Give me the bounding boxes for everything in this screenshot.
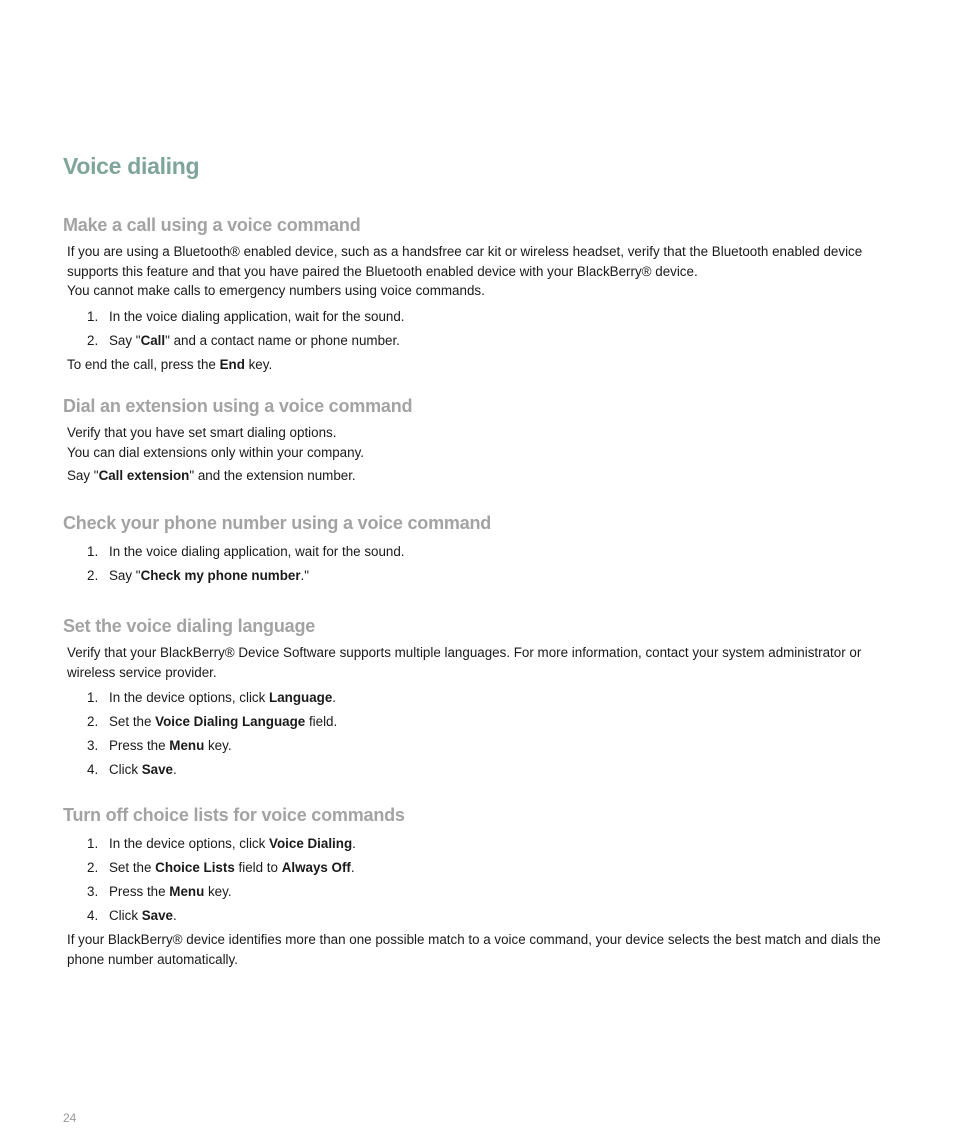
section-heading: Check your phone number using a voice command: [63, 513, 492, 533]
step-text: In the device options, click: [109, 690, 270, 705]
step-text: Say ": [109, 568, 141, 583]
list-item: [63, 904, 903, 928]
list-item: [63, 710, 903, 734]
step-bold-text: Save: [141, 762, 174, 777]
step-bold-text: Menu: [169, 884, 205, 899]
section-dial-extension: [63, 395, 903, 486]
step-text: .: [352, 836, 356, 851]
step-text: .: [173, 908, 177, 923]
step-number: 3.: [87, 738, 99, 753]
para-bold-text: Call extension: [98, 468, 190, 483]
step-bold-text: Call: [140, 332, 166, 348]
step-text: Set the: [109, 860, 156, 875]
step-number: 2.: [87, 332, 99, 348]
step-number: 2.: [87, 568, 99, 583]
para-text: key.: [244, 356, 273, 372]
section-make-call: [63, 214, 903, 374]
paragraph: You can dial extensions only within your company.: [67, 444, 364, 460]
list-item: [63, 540, 903, 564]
step-text: In the device options, click: [109, 836, 270, 851]
step-text: field to: [234, 860, 282, 875]
step-text: Set the: [109, 714, 156, 729]
step-number: 2.: [87, 714, 99, 729]
step-bold-text: Voice Dialing: [269, 836, 353, 851]
step-text: Click: [109, 762, 142, 777]
section-heading: Turn off choice lists for voice commands: [63, 805, 405, 825]
step-text: key.: [204, 884, 232, 899]
step-text: .: [350, 860, 355, 875]
step-bold-text: Language: [269, 690, 333, 705]
step-text: In the voice dialing application, wait for the sound.: [109, 308, 405, 324]
section-heading: Set the voice dialing language: [63, 616, 316, 636]
list-item: [63, 686, 903, 710]
paragraph: If your BlackBerry® device identifies more than one possible match to a voice command, your device selects the best match and dials the phone number automatically.: [67, 932, 881, 967]
para-text: To end the call, press the: [67, 356, 220, 372]
page-number: 24: [63, 1111, 77, 1125]
step-list: [63, 832, 903, 928]
step-text: Press the: [109, 884, 170, 899]
step-text: key.: [204, 738, 232, 753]
step-list: [63, 305, 903, 353]
step-text: .: [173, 762, 177, 777]
paragraph: If you are using a Bluetooth® enabled device, such as a handsfree car kit or wireless headset, verify that the Bluetooth enabled device supports this feature and that you have paired the Bluetooth enabled device with your BlackBerry® device.: [67, 244, 863, 279]
section-set-language: [63, 615, 903, 782]
section-heading: Make a call using a voice command: [63, 215, 361, 235]
step-text: Press the: [109, 738, 170, 753]
step-number: 4.: [87, 762, 99, 777]
step-text: field.: [305, 714, 338, 729]
step-bold-text: Check my phone number: [140, 568, 301, 583]
step-number: 1.: [87, 690, 99, 705]
step-text: .": [300, 568, 310, 583]
list-item: [63, 832, 903, 856]
step-number: 1.: [87, 308, 99, 324]
list-item: [63, 758, 903, 782]
section-check-number: [63, 512, 903, 588]
step-bold-text: Menu: [169, 738, 205, 753]
step-number: 4.: [87, 908, 99, 923]
section-choice-lists: [63, 804, 903, 969]
step-bold-text: Always Off: [281, 860, 351, 875]
step-bold-text: Choice Lists: [155, 860, 235, 875]
paragraph: Verify that your BlackBerry® Device Software supports multiple languages. For more information, contact your system administrator or wireless service provider.: [67, 645, 862, 680]
list-item: [63, 734, 903, 758]
para-bold-text: End: [219, 356, 245, 372]
list-item: [63, 856, 903, 880]
page-title: Voice dialing: [63, 153, 200, 179]
step-list: [63, 686, 903, 782]
step-text: Say ": [109, 332, 141, 348]
step-text: Click: [109, 908, 142, 923]
paragraph: [67, 466, 903, 486]
step-number: 1.: [87, 836, 99, 851]
para-text: " and the extension number.: [189, 468, 356, 483]
paragraph: You cannot make calls to emergency numbers using voice commands.: [67, 283, 485, 298]
step-number: 2.: [87, 860, 99, 875]
list-item: [63, 329, 903, 353]
para-text: Say ": [67, 468, 99, 483]
paragraph: [67, 355, 903, 375]
step-number: 1.: [87, 544, 99, 559]
list-item: [63, 880, 903, 904]
step-bold-text: Voice Dialing Language: [155, 714, 306, 729]
list-item: [63, 564, 903, 588]
step-text: In the voice dialing application, wait for the sound.: [109, 544, 405, 559]
step-text: .: [332, 690, 337, 705]
paragraph: Verify that you have set smart dialing options.: [67, 425, 337, 440]
step-number: 3.: [87, 884, 99, 899]
step-bold-text: Save: [141, 908, 174, 923]
step-text: " and a contact name or phone number.: [165, 332, 400, 348]
step-list: [63, 540, 903, 588]
section-heading: Dial an extension using a voice command: [63, 396, 413, 416]
list-item: [63, 305, 903, 329]
